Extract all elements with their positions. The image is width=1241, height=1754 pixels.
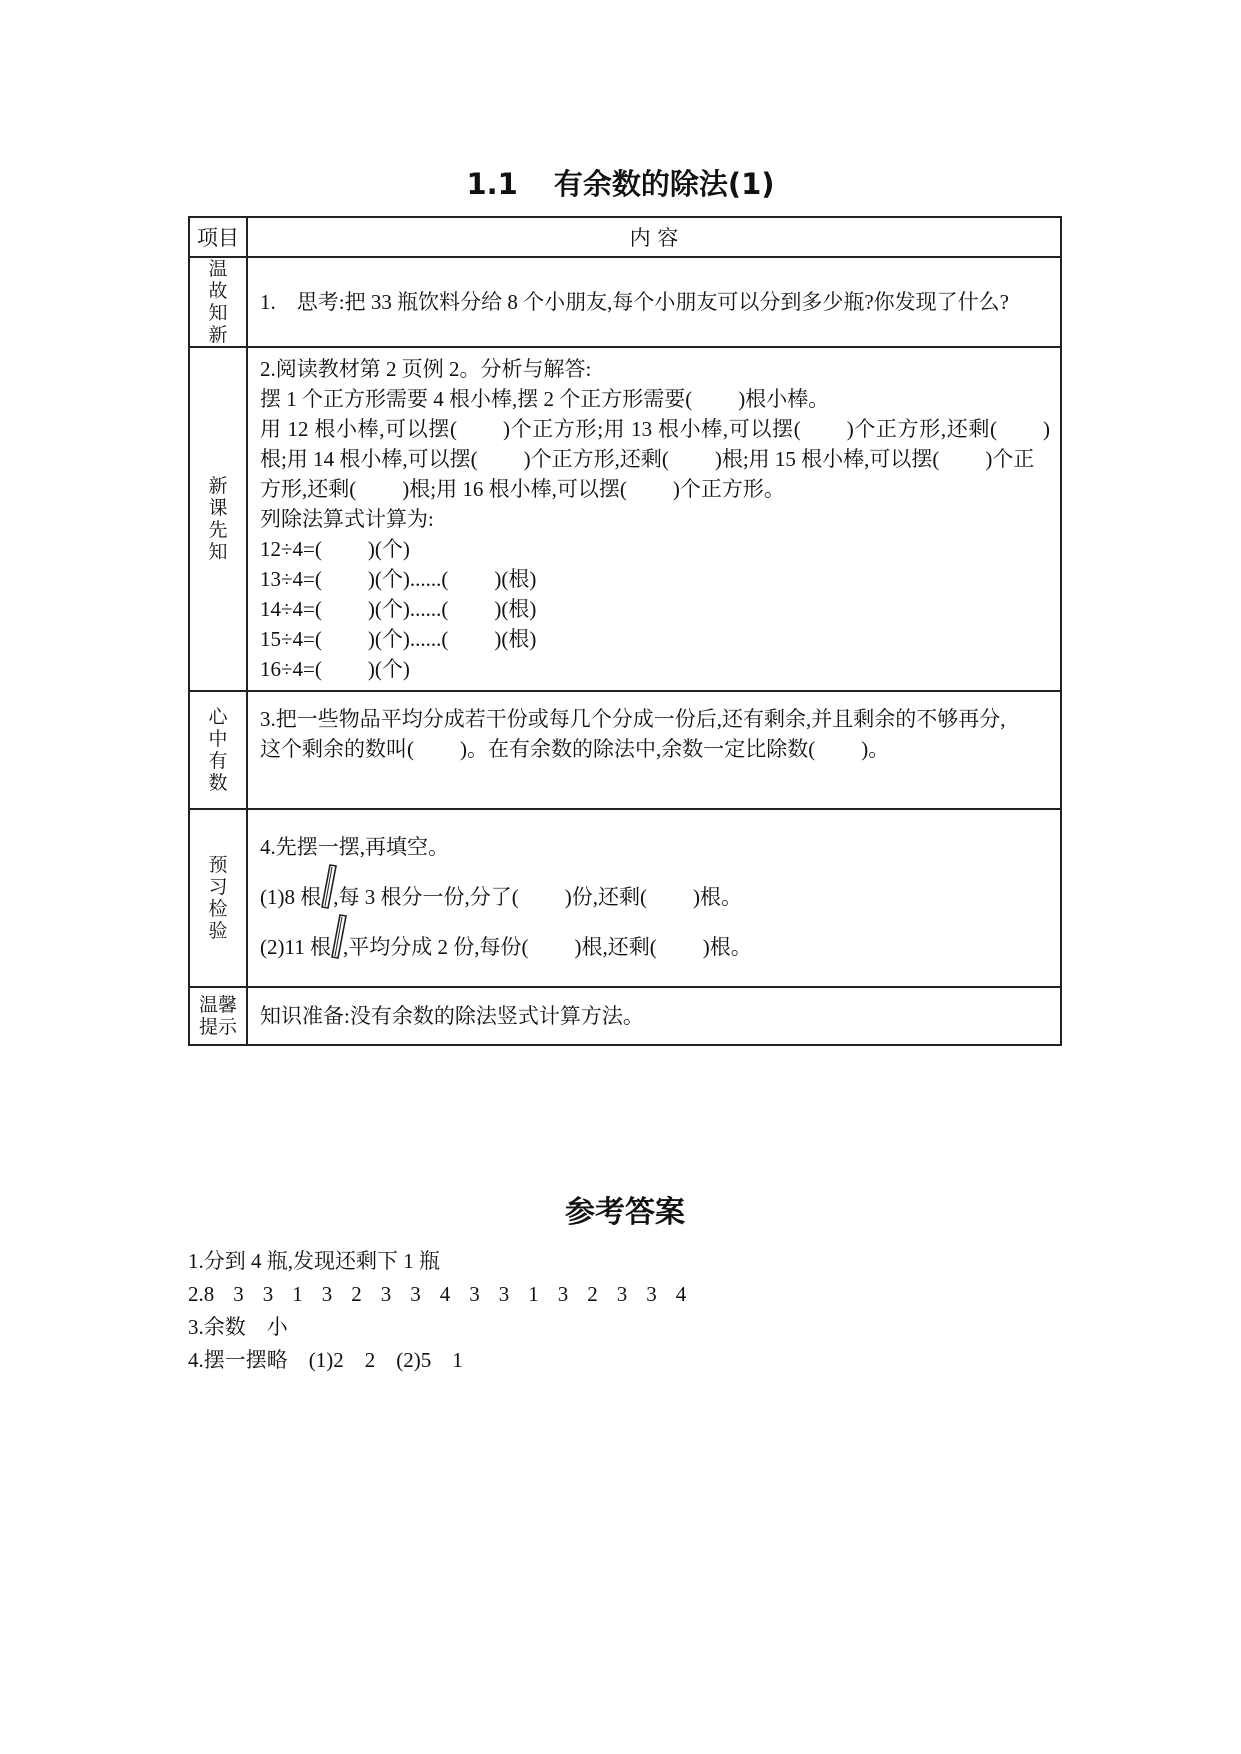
- answer-4: 4.摆一摆略 (1)2 2 (2)5 1: [188, 1348, 463, 1372]
- question-3-line: 这个剩余的数叫( )。在有余数的除法中,余数一定比除数( )。: [260, 737, 890, 761]
- question-2-line: 方形,还剩( )根;用 16 根小棒,可以摆( )个正方形。: [260, 477, 785, 501]
- question-2-line: 摆 1 个正方形需要 4 根小棒,摆 2 个正方形需要( )根小棒。: [260, 387, 830, 411]
- tip-text: 知识准备:没有余数的除法竖式计算方法。: [260, 1004, 644, 1028]
- answer-1: 1.分到 4 瓶,发现还剩下 1 瓶: [188, 1249, 440, 1273]
- equation: 15÷4=( )(个)......( )(根): [260, 627, 537, 651]
- question-4-1: (1)8 根 ,每 3 根分一份,分了( )份,还剩( )根。: [260, 882, 1050, 912]
- answer-section: [188, 1187, 1062, 1377]
- question-2-line: 列除法算式计算为:: [260, 507, 434, 531]
- row-content-preview-check: [247, 809, 1061, 987]
- question-2-intro: 2.阅读教材第 2 页例 2。分析与解答:: [260, 357, 592, 381]
- question-2-line: 根;用 14 根小棒,可以摆( )个正方形,还剩( )根;用 15 根小棒,可以摆( )个正: [260, 447, 1035, 471]
- table-header-row: [189, 217, 1061, 257]
- row-new-lesson: [189, 347, 1061, 691]
- answers-title: 参考答案: [565, 1195, 685, 1230]
- question-3-line: 3.把一些物品平均分成若干份或每几个分成一份后,还有剩余,并且剩余的不够再分,: [260, 707, 1006, 731]
- row-content-key-points: [247, 691, 1061, 809]
- row-key-points: [189, 691, 1061, 809]
- row-label-tips: 温馨 提示: [189, 987, 247, 1045]
- row-content-new-lesson: [247, 347, 1061, 691]
- section-number: 1.1: [466, 167, 518, 201]
- equation: 12÷4=( )(个): [260, 537, 410, 561]
- page-title: [0, 162, 1241, 203]
- answer-2: 2.8 3 3 1 3 2 3 3 4 3 3 1 3 2 3 3 4: [188, 1282, 687, 1306]
- question-1: 1. 思考:把 33 瓶饮料分给 8 个小朋友,每个小朋友可以分到多少瓶?你发现了什么?: [260, 290, 1009, 314]
- question-2-line: 用 12 根小棒,可以摆( )个正方形;用 13 根小棒,可以摆( )个正方形,还剩( ): [260, 417, 1050, 441]
- header-content: 内 容: [247, 217, 1061, 257]
- row-label-key-points: 心 中 有 数: [189, 691, 247, 809]
- header-item: 项目: [189, 217, 247, 257]
- row-label-new-lesson: 新 课 先 知: [189, 347, 247, 691]
- section-title: 有余数的除法(1): [553, 167, 775, 201]
- row-content-tips: [247, 987, 1061, 1045]
- equation: 13÷4=( )(个)......( )(根): [260, 567, 537, 591]
- row-label-preview-check: 预 习 检 验: [189, 809, 247, 987]
- row-preview-check: [189, 809, 1061, 987]
- equation: 16÷4=( )(个): [260, 657, 410, 681]
- answer-3: 3.余数 小: [188, 1315, 288, 1339]
- row-content-review: [247, 257, 1061, 347]
- row-tips: [189, 987, 1061, 1045]
- worksheet-table: [188, 216, 1062, 1046]
- question-4-2: (2)11 根 ,平均分成 2 份,每份( )根,还剩( )根。: [260, 932, 1050, 962]
- equation: 14÷4=( )(个)......( )(根): [260, 597, 537, 621]
- row-label-review: 温 故 知 新: [189, 257, 247, 347]
- row-review: [189, 257, 1061, 347]
- question-4-intro: 4.先摆一摆,再填空。: [260, 835, 449, 859]
